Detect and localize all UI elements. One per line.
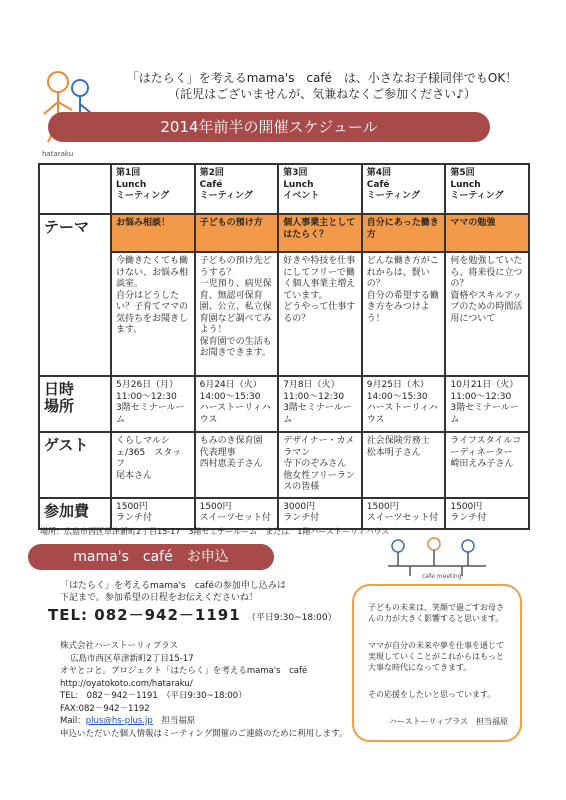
logo-text: hataraku bbox=[42, 150, 74, 158]
tel-hours: （平日9:30~18:00） bbox=[246, 613, 337, 623]
company-url[interactable]: http://oyatokoto.com/hataraku/ bbox=[60, 678, 193, 689]
cafe-meeting-illustration bbox=[382, 536, 492, 580]
tel-label: TEL: bbox=[48, 606, 89, 624]
datetime-cell-3: 7月8日（火） 11:00～12:30 3階セミナールーム bbox=[278, 376, 362, 432]
guest-cell-4: 社会保険労務士 松本明子さん bbox=[362, 432, 446, 498]
tel-line bbox=[48, 604, 337, 625]
session-head-3: 第3回 Lunch イベント bbox=[278, 164, 362, 214]
place-note: 場所：広島市西区草津新町2丁目15-17 3階セミナールーム または 1階ハーストーリィハウス bbox=[40, 527, 390, 536]
intro-line-1: 「はたらく」を考えるmama's café は、小さなお子様同伴でもOK！ bbox=[126, 71, 518, 85]
intro-line-2: （託児はございませんが、気兼ねなくご参加ください♪） bbox=[168, 87, 476, 101]
datetime-cell-2: 6月24日（火） 14:00～15:30 ハーストーリィハウス bbox=[195, 376, 279, 432]
message-p3: その応援をしたいと思っています。 bbox=[368, 690, 496, 699]
guest-cell-3: デザイナー・カメラマン 寺下のぞみさん 他女性フリーランスの皆様 bbox=[278, 432, 362, 498]
fee-row bbox=[39, 498, 529, 529]
theme-row bbox=[39, 214, 529, 252]
doodle-caption: cafe meeting bbox=[422, 573, 462, 580]
guest-cell-2: もみのき保育園 代表理事 西村恵美子さん bbox=[195, 432, 279, 498]
session-head-5: 第5回 Lunch ミーティング bbox=[445, 164, 529, 214]
desc-cell-3: 好きや特技を仕事にしてフリーで働く個人事業主増えています。 どうやって仕事するの？ bbox=[278, 252, 362, 376]
table-header-row bbox=[39, 164, 529, 214]
intro-text bbox=[112, 70, 532, 102]
row-label-theme: テーマ bbox=[39, 214, 111, 376]
fee-cell-3: 3000円 ランチ付 bbox=[278, 498, 362, 529]
company-project: オヤとコと。プロジェクト「はたらく」を考えるmama's café bbox=[60, 666, 308, 676]
theme-cell-2: 子どもの預け方 bbox=[195, 214, 279, 252]
datetime-row bbox=[39, 376, 529, 432]
schedule-table bbox=[38, 163, 530, 530]
theme-cell-5: ママの勉強 bbox=[445, 214, 529, 252]
description-row bbox=[39, 252, 529, 376]
session-head-1: 第1回 Lunch ミーティング bbox=[111, 164, 195, 214]
message-sign: ハーストーリィプラス 担当福原 bbox=[388, 717, 508, 726]
datetime-cell-5: 10月21日（火） 11:00～12:30 3階セミナールーム bbox=[445, 376, 529, 432]
company-tel: TEL: 082－942－1191 （平日9:30~18:00） bbox=[60, 691, 247, 701]
company-info bbox=[60, 640, 347, 740]
company-name: 株式会社ハーストーリィプラス bbox=[60, 641, 178, 651]
mail-link[interactable]: plus@hs-plus.jp bbox=[85, 716, 153, 726]
table-corner-cell bbox=[39, 164, 111, 214]
fee-cell-1: 1500円 ランチ付 bbox=[111, 498, 195, 529]
apply-banner: mama's café お申込 bbox=[28, 544, 274, 570]
row-label-datetime: 日時 場所 bbox=[39, 376, 111, 432]
desc-cell-5: 何を勉強していたら、将来役に立つの？ 資格やスキルアップのための時間活用について bbox=[445, 252, 529, 376]
company-mail: Mail：plus@hs-plus.jp 担当福原 bbox=[60, 716, 196, 726]
desc-cell-2: 子どもの預け先どうする？ 一児預り、病児保育、無認可保育園、公立、私立保育園など調べてみよう！ 保育園での生活もお聞きできます。 bbox=[195, 252, 279, 376]
guest-cell-5: ライフスタイルコーディネーター 崎田えみ子さん bbox=[445, 432, 529, 498]
company-fax: FAX:082－942－1192 bbox=[60, 703, 150, 714]
company-address: 広島市西区草津新町2丁目15-17 bbox=[70, 653, 194, 664]
message-box bbox=[352, 584, 522, 742]
schedule-banner: 2014年前半の開催スケジュール bbox=[48, 112, 490, 142]
fee-cell-2: 1500円 スイーツセット付 bbox=[195, 498, 279, 529]
row-label-guest: ゲスト bbox=[39, 432, 111, 498]
theme-cell-1: お悩み相談！ bbox=[111, 214, 195, 252]
datetime-cell-4: 9月25日（木） 14:00～15:30 ハーストーリィハウス bbox=[362, 376, 446, 432]
fee-cell-4: 1500円 スイーツセット付 bbox=[362, 498, 446, 529]
guest-row bbox=[39, 432, 529, 498]
tel-number[interactable]: 082－942－1191 bbox=[94, 606, 241, 624]
guest-cell-1: くらしマルシェ/365 スタッフ 尾本さん bbox=[111, 432, 195, 498]
desc-cell-1: 今働きたくても働けない、お悩み相談室。 自分はどうしたい？子育てママの気持ちをお聞きします。 bbox=[111, 252, 195, 376]
datetime-cell-1: 5月26日（月） 11:00～12:30 3階セミナールーム bbox=[111, 376, 195, 432]
theme-cell-4: 自分にあった働き方 bbox=[362, 214, 446, 252]
fee-cell-5: 1500円 ランチ付 bbox=[445, 498, 529, 529]
message-p1: 子どもの未来は、笑顔で過ごすお母さんの力が大きく影響すると思います。 bbox=[368, 603, 504, 623]
row-label-fee: 参加費 bbox=[39, 498, 111, 529]
session-head-2: 第2回 Café ミーティング bbox=[195, 164, 279, 214]
theme-cell-3: 個人事業主としてはたらく？ bbox=[278, 214, 362, 252]
message-p2: ママが自分の未来や夢を仕事を通じて実現していくことがこれからはもっと大事な時代になってきます。 bbox=[368, 641, 504, 672]
desc-cell-4: どんな働き方がこれからは、賢いの？ 自分の希望する働き方をみつけよう！ bbox=[362, 252, 446, 376]
apply-note: 「はたらく」を考えるmama's caféの参加申し込みは 下記まで。参加希望の日程をお伝えくださいね！ bbox=[60, 581, 286, 603]
privacy-note: 申込いただいた個人情報はミーティング開催のご連絡のために利用します。 bbox=[60, 728, 348, 739]
session-head-4: 第4回 Café ミーティング bbox=[362, 164, 446, 214]
